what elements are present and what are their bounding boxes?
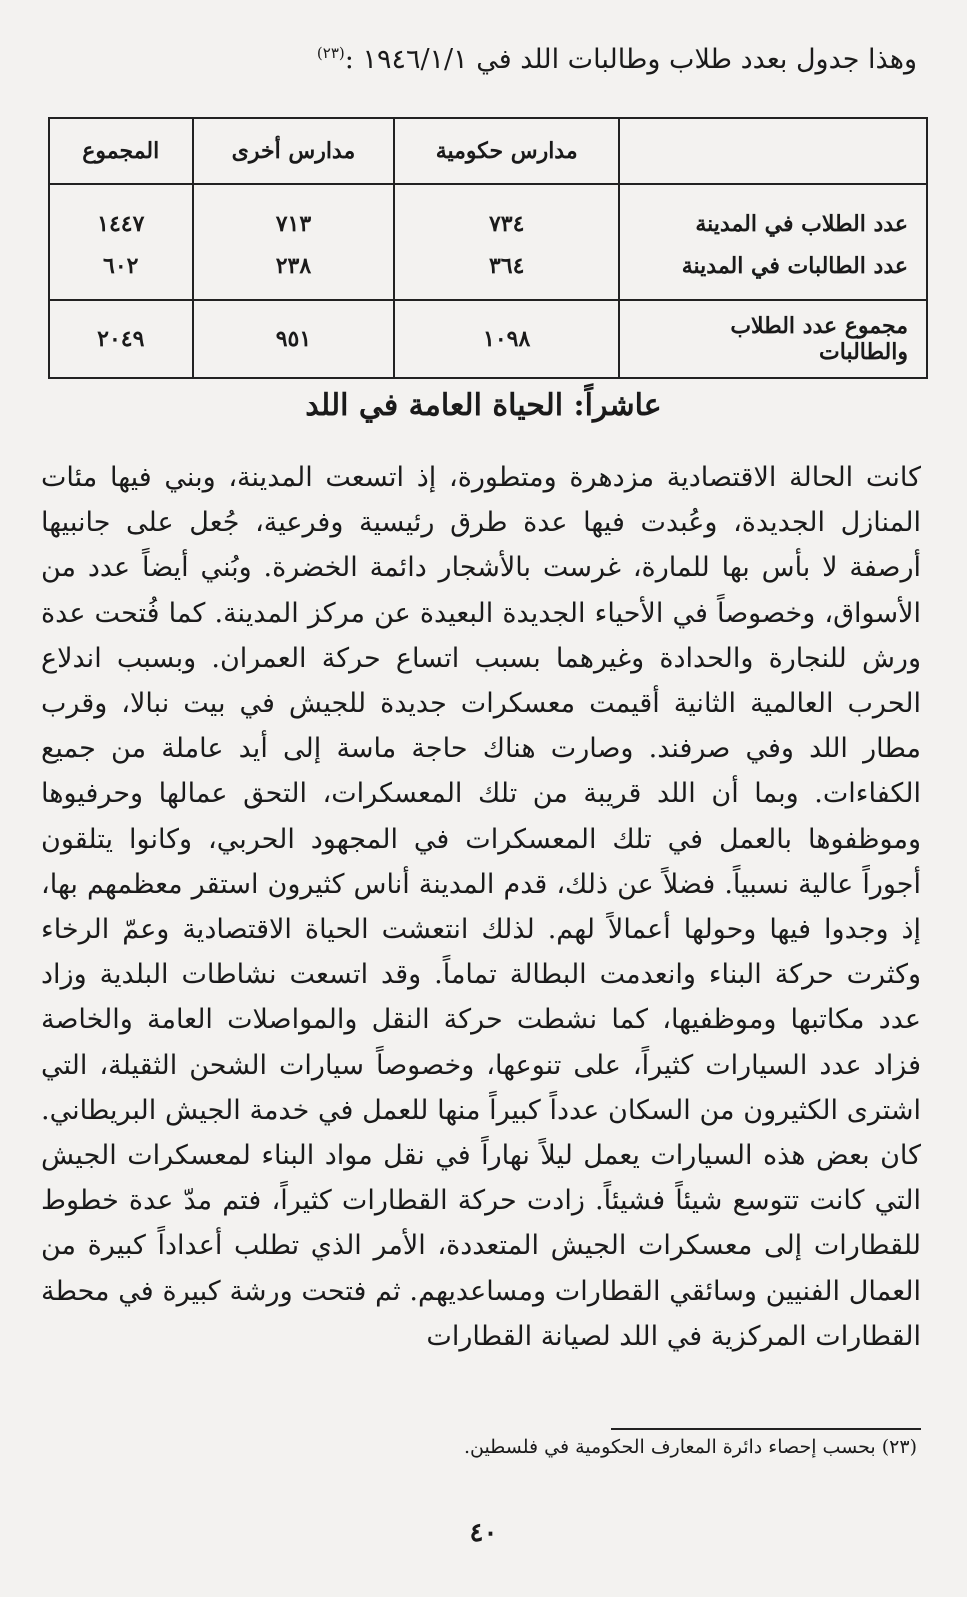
page-number: ٤٠ (469, 1518, 498, 1548)
footnote: (٢٣) بحسب إحصاء دائرة المعارف الحكومية في فلسطين. (463, 1436, 917, 1458)
table-total-row (49, 300, 927, 378)
body-paragraph: كانت الحالة الاقتصادية مزدهرة ومتطورة، إذ اتسعت المدينة، وبني فيها مئات المنازل الجديدة، وعُبدت فيها عدة طرق رئيسية وفرعية، جُعل على جانبيها أرصفة لا بأس بها للمارة، غرست بالأشجار دائمة الخضرة. وبُني أيضاً عدد من الأسواق، وخصوصاً في الأحياء الجديدة البعيدة عن مركز المدينة. كما فُتحت عدة ورش للنجارة والحدادة وغيرهما بسبب اتساع حركة العمران. وبسبب اندلاع الحرب العالمية الثانية أقيمت معسكرات جديدة للجيش في بيت نبالا، وقرب مطار اللد وفي صرفند. وصارت هناك حاجة ماسة إلى أيد عاملة من جميع الكفاءات. وبما أن اللد قريبة من تلك المعسكرات، التحق عمالها وحرفيوها وموظفوها بالعمل في تلك المعسكرات في المجهود الحربي، وكانوا يتلقون أجوراً عالية نسبياً. فضلاً عن ذلك، قدم المدينة أناس كثيرون استقر معظمهم بها، إذ وجدوا فيها وحولها أعمالاً لهم. لذلك انتعشت الحياة الاقتصادية وعمّ الرخاء وكثرت حركة البناء وانعدمت البطالة تماماً. وقد اتسعت نشاطات البلدية وزاد عدد مكاتبها وموظفيها، كما نشطت حركة النقل والمواصلات العامة والخاصة فزاد عدد السيارات كثيراً، على تنوعها، وخصوصاً سيارات الشحن الثقيلة، التي اشترى الكثيرون من السكان عدداً كبيراً منها للعمل في خدمة الجيش البريطاني. كان بعض هذه السيارات يعمل ليلاً نهاراً في نقل مواد البناء لمعسكرات الجيش التي كانت تتوسع شيئاً فشيئاً. زادت حركة القطارات كثيراً، فتم مدّ عدة خطوط للقطارات إلى معسكرات الجيش المتعددة، الأمر الذي تطلب أعداداً كبيرة من العمال الفنيين وسائقي القطارات ومساعديهم. ثم فتحت ورشة كبيرة في محطة القطارات المركزية في اللد لصيانة القطارات (41, 462, 921, 1352)
section-title: عاشراً: الحياة العامة في اللد (305, 388, 662, 423)
cell-total: ٦٠٢ (49, 245, 193, 300)
table-intro (37, 44, 917, 75)
footnote-ref: (٢٣) (316, 44, 345, 62)
table-row (49, 184, 927, 245)
table-row (49, 245, 927, 300)
header-other-schools: مدارس أخرى (193, 118, 395, 184)
total-row-label: مجموع عدد الطلاب والطالبات (619, 300, 927, 378)
table-header-row (49, 118, 927, 184)
table-intro-text: وهذا جدول بعدد طلاب وطالبات اللد في ١٩٤٦/١/١ : (344, 44, 917, 75)
cell-total: ١٤٤٧ (49, 184, 193, 245)
total-all: ٢٠٤٩ (49, 300, 193, 378)
students-table (48, 117, 928, 379)
footnote-divider (611, 1428, 921, 1430)
header-total: المجموع (49, 118, 193, 184)
total-government: ١٠٩٨ (394, 300, 619, 378)
total-other: ٩٥١ (193, 300, 395, 378)
header-empty (619, 118, 927, 184)
cell-other: ٢٣٨ (193, 245, 395, 300)
cell-government: ٧٣٤ (394, 184, 619, 245)
header-government-schools: مدارس حكومية (394, 118, 619, 184)
row-label: عدد الطلاب في المدينة (619, 184, 927, 245)
row-label: عدد الطالبات في المدينة (619, 245, 927, 300)
cell-government: ٣٦٤ (394, 245, 619, 300)
cell-other: ٧١٣ (193, 184, 395, 245)
